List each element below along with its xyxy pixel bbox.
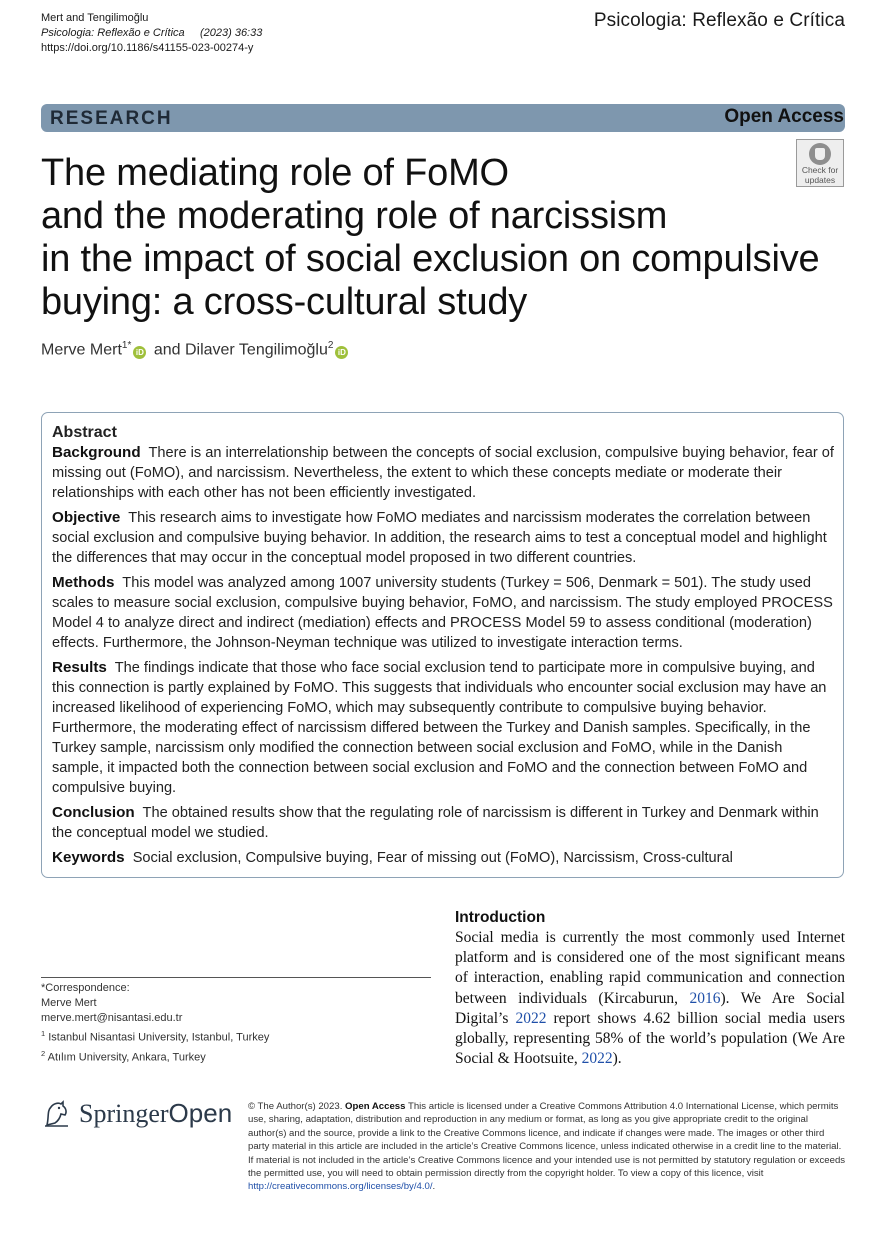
license-url-link[interactable]: http://creativecommons.org/licenses/by/4.0/ bbox=[248, 1181, 433, 1193]
background-text: There is an interrelationship between the concepts of social exclusion, compulsive buying behavior, fear of missing out (FoMO), and narcissism. Nevertheless, the extent to which these concepts mediate or moderate their relationships with each other has not been efficiently investigated. bbox=[52, 445, 834, 501]
results-label: Results bbox=[52, 659, 107, 676]
footnotes bbox=[41, 981, 269, 1065]
research-label: RESEARCH bbox=[50, 108, 173, 129]
abstract-heading: Abstract bbox=[52, 424, 117, 441]
header-citation bbox=[41, 26, 262, 41]
article-title bbox=[41, 152, 851, 324]
keywords-text: Social exclusion, Compulsive buying, Fear of missing out (FoMO), Narcissism, Cross-cultural bbox=[132, 850, 733, 866]
check-updates-line1: Check for bbox=[801, 165, 839, 175]
springer-open-wordmark bbox=[79, 1099, 232, 1128]
introduction-section bbox=[455, 908, 845, 1069]
header-doi-link[interactable]: https://doi.org/10.1186/s41155-023-00274-y bbox=[41, 42, 254, 54]
objective-label: Objective bbox=[52, 509, 121, 526]
header-authors: Mert and Tengilimoğlu bbox=[41, 12, 149, 24]
citation-link[interactable]: 2022 bbox=[515, 1009, 547, 1027]
conclusion-label: Conclusion bbox=[52, 804, 135, 821]
objective-text: This research aims to investigate how FoMO mediates and narcissism moderates the correlation between social exclusion and compulsive buying behavior. In addition, the research aims to test a conceptual model and highlight the differences that may occur in the conceptual model proposed in two different countries. bbox=[52, 510, 827, 566]
license-suffix: . bbox=[432, 1181, 436, 1193]
abstract-objective bbox=[52, 508, 837, 568]
license-prefix: © The Author(s) 2023. bbox=[248, 1101, 343, 1112]
intro-text-2: ). We Are Social Digital’s bbox=[455, 989, 845, 1027]
title-line: The mediating role of FoMO bbox=[41, 152, 509, 194]
abstract-results bbox=[52, 658, 837, 798]
author-2-affiliation: 2 bbox=[327, 340, 334, 351]
affiliation-2-num: 2 bbox=[41, 1048, 46, 1058]
abstract-background bbox=[52, 443, 837, 503]
footnote-divider bbox=[41, 977, 431, 978]
author-connector: and bbox=[153, 341, 181, 359]
title-line: in the impact of social exclusion on compulsive bbox=[41, 238, 820, 280]
header-volume: (2023) 36:33 bbox=[199, 27, 263, 39]
author-1-affiliation: 1* bbox=[121, 340, 132, 351]
methods-text: This model was analyzed among 1007 university students (Turkey = 506, Denmark = 501). The study used scales to measure social exclusion, compulsive buying behavior, FoMO, and narcissism. The study employed PROCESS Model 4 to analyze direct and indirect (mediation) effects and PROCESS Model 59 to assess conditional (moderation) effects. Furthermore, the Johnson-Neyman technique was utilized to investigate interaction terms. bbox=[52, 575, 833, 651]
license-notice bbox=[248, 1100, 848, 1194]
affiliation-2 bbox=[41, 1046, 269, 1066]
correspondence-label: *Correspondence: bbox=[41, 982, 130, 994]
title-line: buying: a cross-cultural study bbox=[41, 281, 528, 323]
citation-link[interactable]: 2022 bbox=[581, 1050, 613, 1068]
correspondence-name: Merve Mert bbox=[41, 997, 97, 1009]
running-header bbox=[41, 11, 262, 56]
orcid-icon[interactable]: iD bbox=[335, 346, 348, 359]
affiliation-1 bbox=[41, 1026, 269, 1046]
springer-name: Springer bbox=[79, 1099, 169, 1128]
orcid-icon[interactable]: iD bbox=[133, 346, 146, 359]
introduction-heading: Introduction bbox=[455, 909, 546, 926]
author-2[interactable]: Dilaver Tengilimoğlu bbox=[184, 341, 328, 359]
background-label: Background bbox=[52, 444, 141, 461]
citation-link[interactable]: 2016 bbox=[689, 989, 721, 1007]
intro-text-1: Social media is currently the most commonly used Internet platform and is considered one of the most significant means of interaction, enabling rapid communication and connection between individuals (Kircaburun, bbox=[455, 929, 845, 1007]
open-name: Open bbox=[168, 1098, 233, 1128]
conclusion-text: The obtained results show that the regulating role of narcissism is different in Turkey and Denmark within the conceptual model we studied. bbox=[52, 805, 819, 841]
keywords-label: Keywords bbox=[52, 849, 125, 866]
affiliation-1-num: 1 bbox=[41, 1029, 46, 1038]
intro-text-4: ). bbox=[612, 1050, 622, 1068]
open-access-label: Open Access bbox=[724, 106, 844, 127]
abstract bbox=[52, 422, 837, 873]
license-body: This article is licensed under a Creative Commons Attribution 4.0 International License, which permits use, sharing, adaptation, distribution and reproduction in any medium or format, as long as you give appropriate credit to the original author(s) and the source, provide a link to the Creative Commons licence, and indicate if changes were made. The images or other third party material in this article are included in the article’s Creative Commons licence, unless indicated otherwise in a credit line to the material. If material is not included in the article’s Creative Commons licence and your intended use is not permitted by statutory regulation or exceeds the permitted use, you will need to obtain permission directly from the copyright holder. To view a copy of this licence, visit bbox=[248, 1101, 846, 1180]
abstract-conclusion bbox=[52, 803, 837, 843]
results-text: The findings indicate that those who face social exclusion tend to participate more in compulsive buying, and this connection is partly explained by FoMO. This suggests that individuals who encounter social exclusion may have an increased likelihood of experiencing FoMO, which may subsequently contribute to compulsive buying behavior. Furthermore, the moderating effect of narcissism differed between the Turkey and Danish samples. Specifically, in the Turkey sample, narcissism only modified the connection between social exclusion and FoMO, while in the Danish sample, it impacted both the connection between social exclusion and FoMO and the connection between FoMO and compulsive buying. bbox=[52, 660, 827, 796]
author-list bbox=[41, 340, 351, 359]
springer-horse-icon bbox=[41, 1099, 71, 1129]
affiliation-2-text: Atılım University, Ankara, Turkey bbox=[47, 1051, 206, 1064]
methods-label: Methods bbox=[52, 574, 115, 591]
author-1[interactable]: Merve Mert bbox=[41, 341, 122, 359]
introduction-paragraph bbox=[455, 928, 845, 1069]
journal-name: Psicologia: Reflexão e Crítica bbox=[593, 10, 845, 31]
license-oa-label: Open Access bbox=[345, 1101, 406, 1112]
correspondence-email[interactable]: merve.mert@nisantasi.edu.tr bbox=[41, 1012, 183, 1024]
intro-text-3: report shows 4.62 billion social media users globally, representing 58% of the world’s population (We Are Social & Hootsuite, bbox=[455, 1009, 846, 1068]
abstract-keywords bbox=[52, 848, 837, 868]
header-journal: Psicologia: Reflexão e Crítica bbox=[41, 27, 185, 39]
check-updates-line2: updates bbox=[804, 175, 836, 185]
abstract-methods bbox=[52, 573, 837, 653]
title-line: and the moderating role of narcissism bbox=[41, 195, 668, 237]
springer-open-logo bbox=[41, 1098, 232, 1129]
affiliation-1-text: Istanbul Nisantasi University, Istanbul, Turkey bbox=[48, 1031, 270, 1044]
